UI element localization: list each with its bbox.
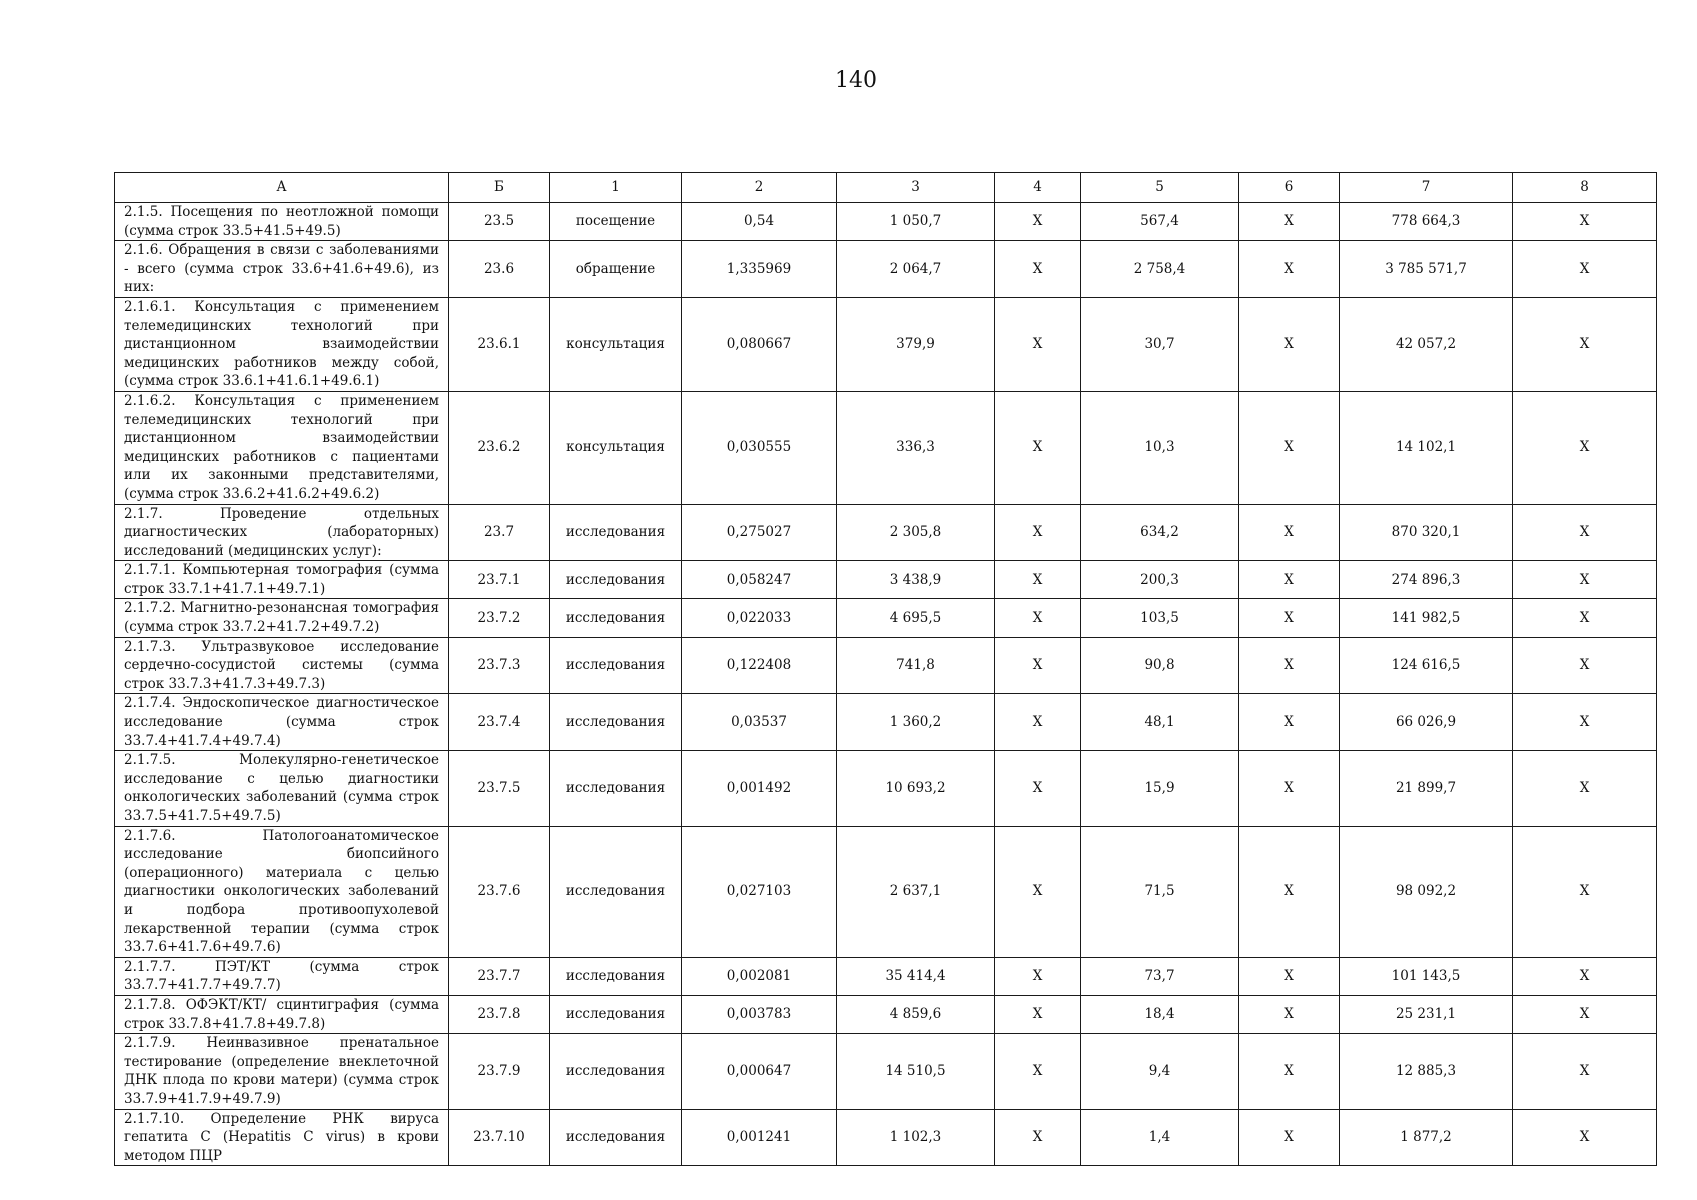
cell-col-5: 48,1 [1081,694,1239,751]
cell-unit: исследования [550,995,682,1033]
cell-col-3: 1 360,2 [837,694,995,751]
cell-col-5: 103,5 [1081,599,1239,637]
cell-line-code: 23.5 [449,203,550,241]
cell-col-5: 30,7 [1081,297,1239,391]
cell-unit: консультация [550,297,682,391]
cell-unit: исследования [550,504,682,561]
cell-unit: посещение [550,203,682,241]
cell-col-3: 1 102,3 [837,1109,995,1166]
cell-col-5: 200,3 [1081,561,1239,599]
cell-col-5: 10,3 [1081,391,1239,504]
cell-col-8: Х [1513,504,1657,561]
column-header-a: А [115,173,449,203]
cell-col-2: 0,000647 [682,1034,837,1109]
table-row [115,1109,1657,1166]
cell-line-code: 23.7.4 [449,694,550,751]
cell-col-8: Х [1513,637,1657,694]
cell-col-3: 2 064,7 [837,241,995,298]
cell-col-8: Х [1513,1109,1657,1166]
cell-unit: консультация [550,391,682,504]
cell-line-code: 23.7.10 [449,1109,550,1166]
cell-unit: исследования [550,1109,682,1166]
cell-name: 2.1.7. Проведение отдельных диагностических (лабораторных) исследований (медицинских услуг): [115,504,449,561]
cell-col-4: Х [995,391,1081,504]
cell-col-2: 1,335969 [682,241,837,298]
cell-col-2: 0,058247 [682,561,837,599]
data-table [114,172,1657,1166]
cell-line-code: 23.7.8 [449,995,550,1033]
cell-col-2: 0,080667 [682,297,837,391]
cell-col-8: Х [1513,826,1657,957]
cell-unit: исследования [550,637,682,694]
cell-line-code: 23.7.5 [449,751,550,826]
cell-col-4: Х [995,694,1081,751]
cell-col-4: Х [995,751,1081,826]
column-header-4: 4 [995,173,1081,203]
cell-col-7: 141 982,5 [1340,599,1513,637]
column-header-6: 6 [1239,173,1340,203]
cell-col-6: Х [1239,1109,1340,1166]
cell-col-7: 42 057,2 [1340,297,1513,391]
cell-col-3: 14 510,5 [837,1034,995,1109]
cell-col-5: 9,4 [1081,1034,1239,1109]
cell-col-3: 3 438,9 [837,561,995,599]
cell-unit: исследования [550,1034,682,1109]
cell-unit: обращение [550,241,682,298]
cell-col-2: 0,002081 [682,957,837,995]
cell-col-8: Х [1513,241,1657,298]
cell-col-4: Х [995,504,1081,561]
table-row [115,599,1657,637]
cell-col-6: Х [1239,694,1340,751]
cell-line-code: 23.7.6 [449,826,550,957]
cell-col-8: Х [1513,1034,1657,1109]
cell-col-4: Х [995,957,1081,995]
cell-col-7: 778 664,3 [1340,203,1513,241]
cell-col-7: 1 877,2 [1340,1109,1513,1166]
cell-col-6: Х [1239,637,1340,694]
column-header-7: 7 [1340,173,1513,203]
cell-col-5: 71,5 [1081,826,1239,957]
cell-col-7: 124 616,5 [1340,637,1513,694]
cell-col-6: Х [1239,561,1340,599]
cell-name: 2.1.7.2. Магнитно-резонансная томография (сумма строк 33.7.2+41.7.2+49.7.2) [115,599,449,637]
cell-name: 2.1.7.3. Ультразвуковое исследование сердечно-сосудистой системы (сумма строк 33.7.3+41.7.3+49.7.3) [115,637,449,694]
cell-unit: исследования [550,561,682,599]
cell-line-code: 23.6.2 [449,391,550,504]
cell-col-6: Х [1239,995,1340,1033]
table-row [115,694,1657,751]
cell-unit: исследования [550,751,682,826]
table-row [115,297,1657,391]
cell-col-3: 1 050,7 [837,203,995,241]
cell-line-code: 23.6.1 [449,297,550,391]
cell-col-8: Х [1513,297,1657,391]
cell-line-code: 23.7.9 [449,1034,550,1109]
column-header-b: Б [449,173,550,203]
cell-name: 2.1.6.1. Консультация с применением телемедицинских технологий при дистанционном взаимодействии медицинских работников между собой, (сумма строк 33.6.1+41.6.1+49.6.1) [115,297,449,391]
cell-col-6: Х [1239,1034,1340,1109]
table-row [115,637,1657,694]
cell-col-2: 0,54 [682,203,837,241]
cell-col-7: 274 896,3 [1340,561,1513,599]
table-row [115,826,1657,957]
cell-line-code: 23.7.1 [449,561,550,599]
table-row [115,241,1657,298]
cell-line-code: 23.6 [449,241,550,298]
cell-col-3: 336,3 [837,391,995,504]
cell-col-2: 0,001241 [682,1109,837,1166]
cell-unit: исследования [550,957,682,995]
cell-unit: исследования [550,826,682,957]
cell-col-8: Х [1513,561,1657,599]
table-row [115,504,1657,561]
cell-line-code: 23.7.2 [449,599,550,637]
cell-col-7: 66 026,9 [1340,694,1513,751]
cell-col-6: Х [1239,504,1340,561]
cell-col-3: 2 637,1 [837,826,995,957]
column-header-8: 8 [1513,173,1657,203]
cell-name: 2.1.6. Обращения в связи с заболеваниями - всего (сумма строк 33.6+41.6+49.6), из них: [115,241,449,298]
cell-col-2: 0,122408 [682,637,837,694]
cell-col-3: 35 414,4 [837,957,995,995]
cell-col-2: 0,03537 [682,694,837,751]
cell-col-2: 0,022033 [682,599,837,637]
cell-col-3: 2 305,8 [837,504,995,561]
cell-col-3: 4 859,6 [837,995,995,1033]
cell-col-5: 567,4 [1081,203,1239,241]
table-row [115,995,1657,1033]
cell-col-4: Х [995,203,1081,241]
cell-col-6: Х [1239,203,1340,241]
cell-col-2: 0,001492 [682,751,837,826]
column-header-1: 1 [550,173,682,203]
cell-line-code: 23.7.3 [449,637,550,694]
cell-line-code: 23.7 [449,504,550,561]
cell-col-5: 15,9 [1081,751,1239,826]
cell-col-5: 1,4 [1081,1109,1239,1166]
cell-col-7: 870 320,1 [1340,504,1513,561]
cell-col-6: Х [1239,241,1340,298]
cell-col-5: 90,8 [1081,637,1239,694]
cell-col-7: 101 143,5 [1340,957,1513,995]
cell-unit: исследования [550,599,682,637]
cell-col-4: Х [995,1034,1081,1109]
cell-col-8: Х [1513,751,1657,826]
cell-unit: исследования [550,694,682,751]
cell-name: 2.1.7.4. Эндоскопическое диагностическое исследование (сумма строк 33.7.4+41.7.4+49.7.4) [115,694,449,751]
cell-col-6: Х [1239,957,1340,995]
cell-col-2: 0,003783 [682,995,837,1033]
cell-name: 2.1.7.7. ПЭТ/КТ (сумма строк 33.7.7+41.7.7+49.7.7) [115,957,449,995]
table-row [115,561,1657,599]
table-row [115,203,1657,241]
cell-col-4: Х [995,599,1081,637]
cell-col-7: 12 885,3 [1340,1034,1513,1109]
column-header-3: 3 [837,173,995,203]
cell-col-8: Х [1513,203,1657,241]
cell-col-8: Х [1513,391,1657,504]
cell-col-8: Х [1513,694,1657,751]
cell-col-7: 21 899,7 [1340,751,1513,826]
table-row [115,751,1657,826]
cell-col-7: 25 231,1 [1340,995,1513,1033]
cell-col-4: Х [995,995,1081,1033]
cell-col-6: Х [1239,751,1340,826]
cell-col-6: Х [1239,297,1340,391]
cell-name: 2.1.7.5. Молекулярно-генетическое исследование с целью диагностики онкологических заболеваний (сумма строк 33.7.5+41.7.5+49.7.5) [115,751,449,826]
column-header-5: 5 [1081,173,1239,203]
cell-line-code: 23.7.7 [449,957,550,995]
cell-col-5: 2 758,4 [1081,241,1239,298]
cell-col-2: 0,027103 [682,826,837,957]
cell-col-2: 0,030555 [682,391,837,504]
cell-col-4: Х [995,297,1081,391]
cell-col-4: Х [995,241,1081,298]
table-header-row [115,173,1657,203]
cell-col-4: Х [995,1109,1081,1166]
cell-col-3: 10 693,2 [837,751,995,826]
cell-col-5: 18,4 [1081,995,1239,1033]
cell-col-3: 4 695,5 [837,599,995,637]
cell-col-4: Х [995,826,1081,957]
cell-name: 2.1.7.9. Неинвазивное пренатальное тестирование (определение внеклеточной ДНК плода по крови матери) (сумма строк 33.7.9+41.7.9+49.7.9) [115,1034,449,1109]
cell-name: 2.1.6.2. Консультация с применением телемедицинских технологий при дистанционном взаимодействии медицинских работников с пациентами или их законными представителями, (сумма строк 33.6.2+41.6.2+49.6.2) [115,391,449,504]
cell-name: 2.1.7.6. Патологоанатомическое исследование биопсийного (операционного) материала с целью диагностики онкологических заболеваний и подбора противоопухолевой лекарственной терапии (сумма строк 33.7.6+41.7.6+49.7.6) [115,826,449,957]
cell-col-8: Х [1513,957,1657,995]
cell-col-7: 3 785 571,7 [1340,241,1513,298]
cell-name: 2.1.7.1. Компьютерная томография (сумма строк 33.7.1+41.7.1+49.7.1) [115,561,449,599]
table-row [115,1034,1657,1109]
cell-col-3: 379,9 [837,297,995,391]
cell-col-7: 98 092,2 [1340,826,1513,957]
table-row [115,391,1657,504]
table-row [115,957,1657,995]
cell-name: 2.1.5. Посещения по неотложной помощи (сумма строк 33.5+41.5+49.5) [115,203,449,241]
cell-col-8: Х [1513,599,1657,637]
cell-col-2: 0,275027 [682,504,837,561]
page-number: 140 [835,68,877,93]
cell-col-6: Х [1239,391,1340,504]
cell-col-7: 14 102,1 [1340,391,1513,504]
cell-col-5: 73,7 [1081,957,1239,995]
cell-col-6: Х [1239,826,1340,957]
cell-name: 2.1.7.8. ОФЭКТ/КТ/ сцинтиграфия (сумма строк 33.7.8+41.7.8+49.7.8) [115,995,449,1033]
cell-col-3: 741,8 [837,637,995,694]
cell-col-5: 634,2 [1081,504,1239,561]
cell-col-4: Х [995,561,1081,599]
cell-col-4: Х [995,637,1081,694]
table-body [115,203,1657,1166]
cell-col-6: Х [1239,599,1340,637]
column-header-2: 2 [682,173,837,203]
cell-col-8: Х [1513,995,1657,1033]
cell-name: 2.1.7.10. Определение РНК вируса гепатита С (Hepatitis C virus) в крови методом ПЦР [115,1109,449,1166]
